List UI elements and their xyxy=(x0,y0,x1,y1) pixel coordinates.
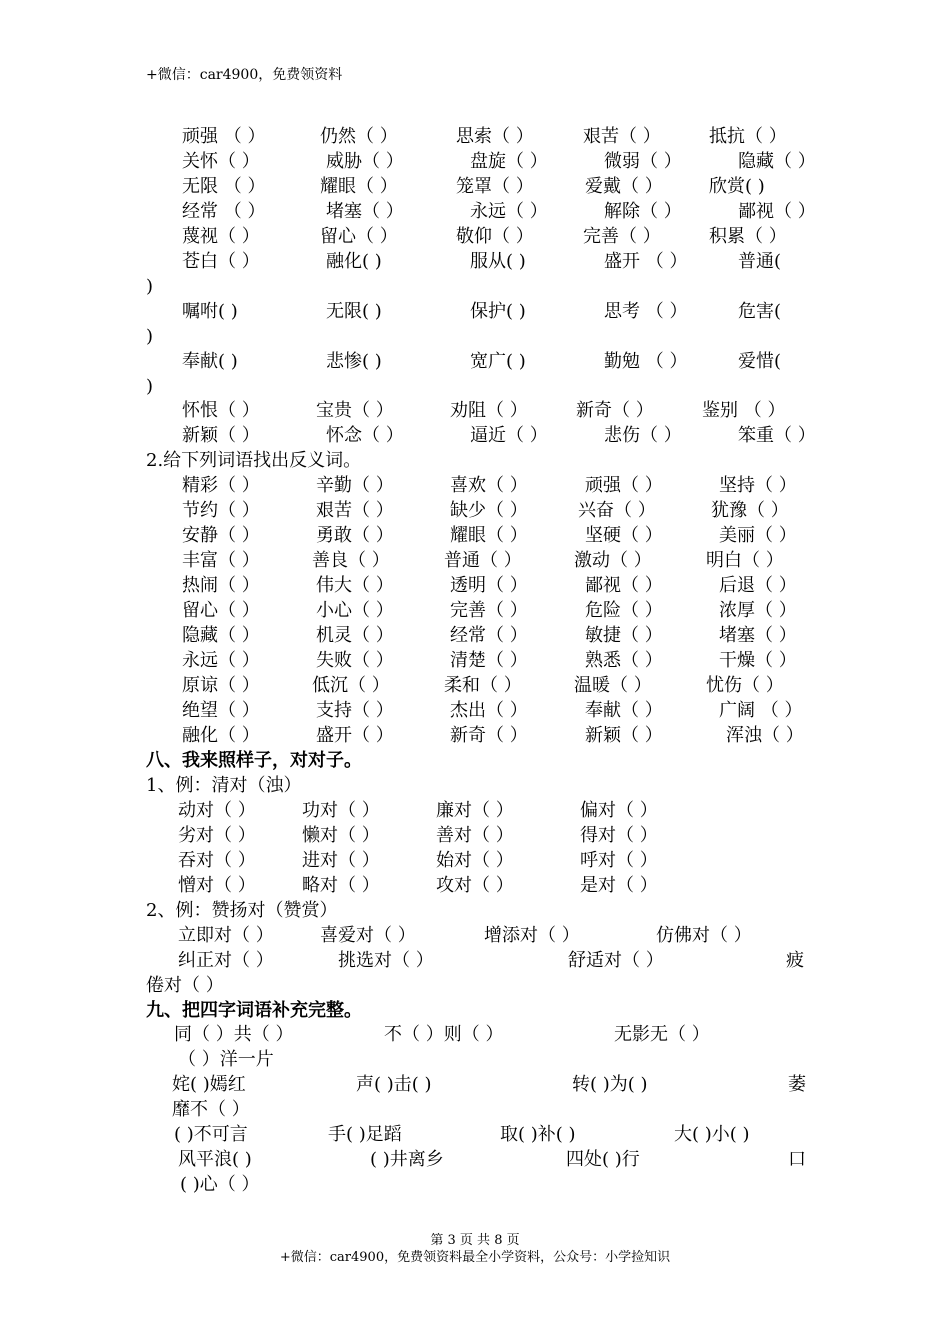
word-blank: 微弱（ ） xyxy=(604,151,682,172)
word-blank: 热闹（ ） xyxy=(182,575,260,596)
word-blank: 耀眼（ ） xyxy=(450,525,528,546)
word-blank: 关怀（ ） xyxy=(182,151,260,172)
word-blank: 顽强 （ ） xyxy=(182,126,266,147)
word-blank: 懒对（ ） xyxy=(302,825,380,846)
word-blank: 抵抗（ ） xyxy=(709,126,787,147)
word-blank: 经常（ ） xyxy=(450,625,528,646)
word-blank: 节约（ ） xyxy=(182,500,260,521)
word-blank: 1、例：清对（浊） xyxy=(146,775,302,796)
watermark-bottom: +微信：car4900，免费领资料最全小学资料，公众号：小学捡知识 xyxy=(279,1250,671,1265)
word-blank: 失败（ ） xyxy=(316,650,394,671)
watermark-top: +微信：car4900，免费领资料 xyxy=(146,67,343,83)
word-blank: 倦对（ ） xyxy=(146,975,224,996)
word-blank: 纠正对（ ） xyxy=(178,950,274,971)
word-blank: 鉴别 （ ） xyxy=(702,400,786,421)
word-blank: 兴奋（ ） xyxy=(578,500,656,521)
word-blank: 杰出（ ） xyxy=(450,700,528,721)
word-blank: 笨重（ ） xyxy=(738,425,816,446)
word-blank: 顽强（ ） xyxy=(585,475,663,496)
word-blank: 经常 （ ） xyxy=(182,201,266,222)
word-blank: 宽广( ) xyxy=(470,351,526,372)
word-blank: 声( )击( ) xyxy=(356,1074,432,1095)
word-blank: 新颖（ ） xyxy=(182,425,260,446)
word-blank: 激动（ ） xyxy=(574,550,652,571)
word-blank: 无限 （ ） xyxy=(182,176,266,197)
word-blank: 原谅（ ） xyxy=(182,675,260,696)
word-blank: 劣对（ ） xyxy=(178,825,256,846)
word-blank: 解除（ ） xyxy=(604,201,682,222)
word-blank: 始对（ ） xyxy=(436,850,514,871)
word-blank: 敬仰（ ） xyxy=(456,226,534,247)
word-blank: 精彩（ ） xyxy=(182,475,260,496)
word-blank: 怀念（ ） xyxy=(326,425,404,446)
footer xyxy=(0,1232,950,1266)
word-blank: 思索（ ） xyxy=(456,126,534,147)
word-blank: 挑选对（ ） xyxy=(338,950,434,971)
word-blank: 吞对（ ） xyxy=(178,850,256,871)
word-blank: 敏捷（ ） xyxy=(585,625,663,646)
word-blank: 劝阻（ ） xyxy=(450,400,528,421)
word-blank: 逼近（ ） xyxy=(470,425,548,446)
word-blank: 喜爱对（ ） xyxy=(320,925,416,946)
word-blank: 偏对（ ） xyxy=(580,800,658,821)
word-blank: 手( )足蹈 xyxy=(328,1124,402,1145)
word-blank: 转( )为( ) xyxy=(572,1074,648,1095)
word-blank: 靡不（ ） xyxy=(172,1099,250,1120)
word-blank: 熟悉（ ） xyxy=(585,650,663,671)
word-blank: 美丽（ ） xyxy=(719,525,797,546)
word-blank: 不（ ）则（ ） xyxy=(384,1024,504,1045)
word-blank: 苍白（ ） xyxy=(182,251,260,272)
word-blank: 无影无（ ） xyxy=(614,1024,710,1045)
word-blank: 威胁（ ） xyxy=(326,151,404,172)
word-blank: 嘱咐( ) xyxy=(182,301,238,322)
word-blank: 温暖（ ） xyxy=(574,675,652,696)
word-blank: 完善（ ） xyxy=(450,600,528,621)
word-blank: 疲 xyxy=(786,950,804,971)
word-blank: 鄙视（ ） xyxy=(738,201,816,222)
word-blank: 盘旋（ ） xyxy=(470,151,548,172)
word-blank: 小心（ ） xyxy=(316,600,394,621)
word-blank: 略对（ ） xyxy=(302,875,380,896)
word-blank: 堵塞（ ） xyxy=(719,625,797,646)
word-blank: 欣赏( ) xyxy=(709,176,765,197)
word-blank: 保护( ) xyxy=(470,301,526,322)
word-blank: 明白（ ） xyxy=(706,550,784,571)
word-blank: 浓厚（ ） xyxy=(719,600,797,621)
word-blank: ( )心（ ） xyxy=(180,1174,260,1195)
word-blank: 忧伤（ ） xyxy=(706,675,784,696)
word-blank: 蔑视（ ） xyxy=(182,226,260,247)
word-blank: 勤勉 （ ） xyxy=(604,351,688,372)
word-blank: 八、我来照样子，对对子。 xyxy=(146,750,362,771)
word-blank: 善对（ ） xyxy=(436,825,514,846)
word-blank: 爱戴（ ） xyxy=(585,176,663,197)
word-blank: 缺少（ ） xyxy=(450,500,528,521)
word-blank: 辛勤（ ） xyxy=(316,475,394,496)
word-blank: 萎 xyxy=(788,1074,806,1095)
word-blank: 四处( )行 xyxy=(566,1149,640,1170)
word-blank: 留心（ ） xyxy=(320,226,398,247)
word-blank: 新奇（ ） xyxy=(450,725,528,746)
word-blank: 新奇（ ） xyxy=(576,400,654,421)
word-blank: 机灵（ ） xyxy=(316,625,394,646)
word-blank: 动对（ ） xyxy=(178,800,256,821)
word-blank: 完善（ ） xyxy=(583,226,661,247)
word-blank: 悲惨( ) xyxy=(326,351,382,372)
word-blank: 口 xyxy=(788,1149,806,1170)
word-blank: 后退（ ） xyxy=(719,575,797,596)
word-blank: 盛开（ ） xyxy=(316,725,394,746)
word-blank: 攻对（ ） xyxy=(436,875,514,896)
word-blank: 鄙视（ ） xyxy=(585,575,663,596)
word-blank: 憎对（ ） xyxy=(178,875,256,896)
word-blank: 坚硬（ ） xyxy=(585,525,663,546)
word-blank: 立即对（ ） xyxy=(178,925,274,946)
word-blank: 大( )小( ) xyxy=(674,1124,750,1145)
word-blank: 融化（ ） xyxy=(182,725,260,746)
word-blank: ( )不可言 xyxy=(174,1124,248,1145)
word-blank: 奉献( ) xyxy=(182,351,238,372)
word-blank: 普通( xyxy=(738,251,782,272)
word-blank: 安静（ ） xyxy=(182,525,260,546)
word-blank: 善良（ ） xyxy=(312,550,390,571)
word-blank: 浑浊（ ） xyxy=(726,725,804,746)
word-blank: 怀恨（ ） xyxy=(182,400,260,421)
word-blank: 取( )补( ) xyxy=(500,1124,576,1145)
word-blank: 堵塞（ ） xyxy=(326,201,404,222)
word-blank: 得对（ ） xyxy=(580,825,658,846)
word-blank: 透明（ ） xyxy=(450,575,528,596)
word-blank: 无限( ) xyxy=(326,301,382,322)
word-blank: 呼对（ ） xyxy=(580,850,658,871)
word-blank: 柔和（ ） xyxy=(444,675,522,696)
word-blank: 艰苦（ ） xyxy=(583,126,661,147)
word-blank: 仍然（ ） xyxy=(320,126,398,147)
word-blank: 爱惜( xyxy=(738,351,782,372)
word-blank: 隐藏（ ） xyxy=(182,625,260,646)
word-blank: （ ）洋一片 xyxy=(178,1049,274,1070)
word-blank: 绝望（ ） xyxy=(182,700,260,721)
word-blank: 悲伤（ ） xyxy=(604,425,682,446)
word-blank: 奉献（ ） xyxy=(585,700,663,721)
page-number: 第 3 页 共 8 页 xyxy=(430,1233,520,1248)
word-blank: 伟大（ ） xyxy=(316,575,394,596)
word-blank: 姹( )嫣红 xyxy=(172,1074,246,1095)
word-blank: 低沉（ ） xyxy=(312,675,390,696)
word-blank: 清楚（ ） xyxy=(450,650,528,671)
word-blank: 丰富（ ） xyxy=(182,550,260,571)
word-blank: 干燥（ ） xyxy=(719,650,797,671)
word-blank: ) xyxy=(146,376,154,397)
word-blank: 宝贵（ ） xyxy=(316,400,394,421)
word-blank: 永远（ ） xyxy=(470,201,548,222)
word-blank: 喜欢（ ） xyxy=(450,475,528,496)
word-blank: 艰苦（ ） xyxy=(316,500,394,521)
word-blank: 新颖（ ） xyxy=(585,725,663,746)
word-blank: ( )井离乡 xyxy=(370,1149,444,1170)
word-blank: 思考 （ ） xyxy=(604,301,688,322)
word-blank: 2、例：赞扬对（赞赏） xyxy=(146,900,338,921)
word-blank: 2.给下列词语找出反义词。 xyxy=(146,450,362,471)
word-blank: 进对（ ） xyxy=(302,850,380,871)
word-blank: 支持（ ） xyxy=(316,700,394,721)
word-blank: 同（ ）共（ ） xyxy=(174,1024,294,1045)
word-blank: 危险（ ） xyxy=(585,600,663,621)
word-blank: 耀眼（ ） xyxy=(320,176,398,197)
word-blank: 风平浪( ) xyxy=(178,1149,252,1170)
word-blank: 九、把四字词语补充完整。 xyxy=(146,1000,362,1021)
word-blank: 积累（ ） xyxy=(709,226,787,247)
word-blank: 功对（ ） xyxy=(302,800,380,821)
word-blank: ) xyxy=(146,276,154,297)
word-blank: 是对（ ） xyxy=(580,875,658,896)
word-blank: 仿佛对（ ） xyxy=(656,925,752,946)
word-blank: 隐藏（ ） xyxy=(738,151,816,172)
word-blank: 广阔 （ ） xyxy=(719,700,803,721)
word-blank: 增添对（ ） xyxy=(484,925,580,946)
word-blank: 坚持（ ） xyxy=(719,475,797,496)
word-blank: 服从( ) xyxy=(470,251,526,272)
word-blank: 廉对（ ） xyxy=(436,800,514,821)
word-blank: 舒适对（ ） xyxy=(568,950,664,971)
word-blank: 危害( xyxy=(738,301,782,322)
word-blank: 留心（ ） xyxy=(182,600,260,621)
word-blank: 犹豫（ ） xyxy=(711,500,789,521)
word-blank: 笼罩（ ） xyxy=(456,176,534,197)
word-blank: ) xyxy=(146,326,154,347)
word-blank: 勇敢（ ） xyxy=(316,525,394,546)
word-blank: 盛开 （ ） xyxy=(604,251,688,272)
word-blank: 永远（ ） xyxy=(182,650,260,671)
word-blank: 普通（ ） xyxy=(444,550,522,571)
word-blank: 融化( ) xyxy=(326,251,382,272)
